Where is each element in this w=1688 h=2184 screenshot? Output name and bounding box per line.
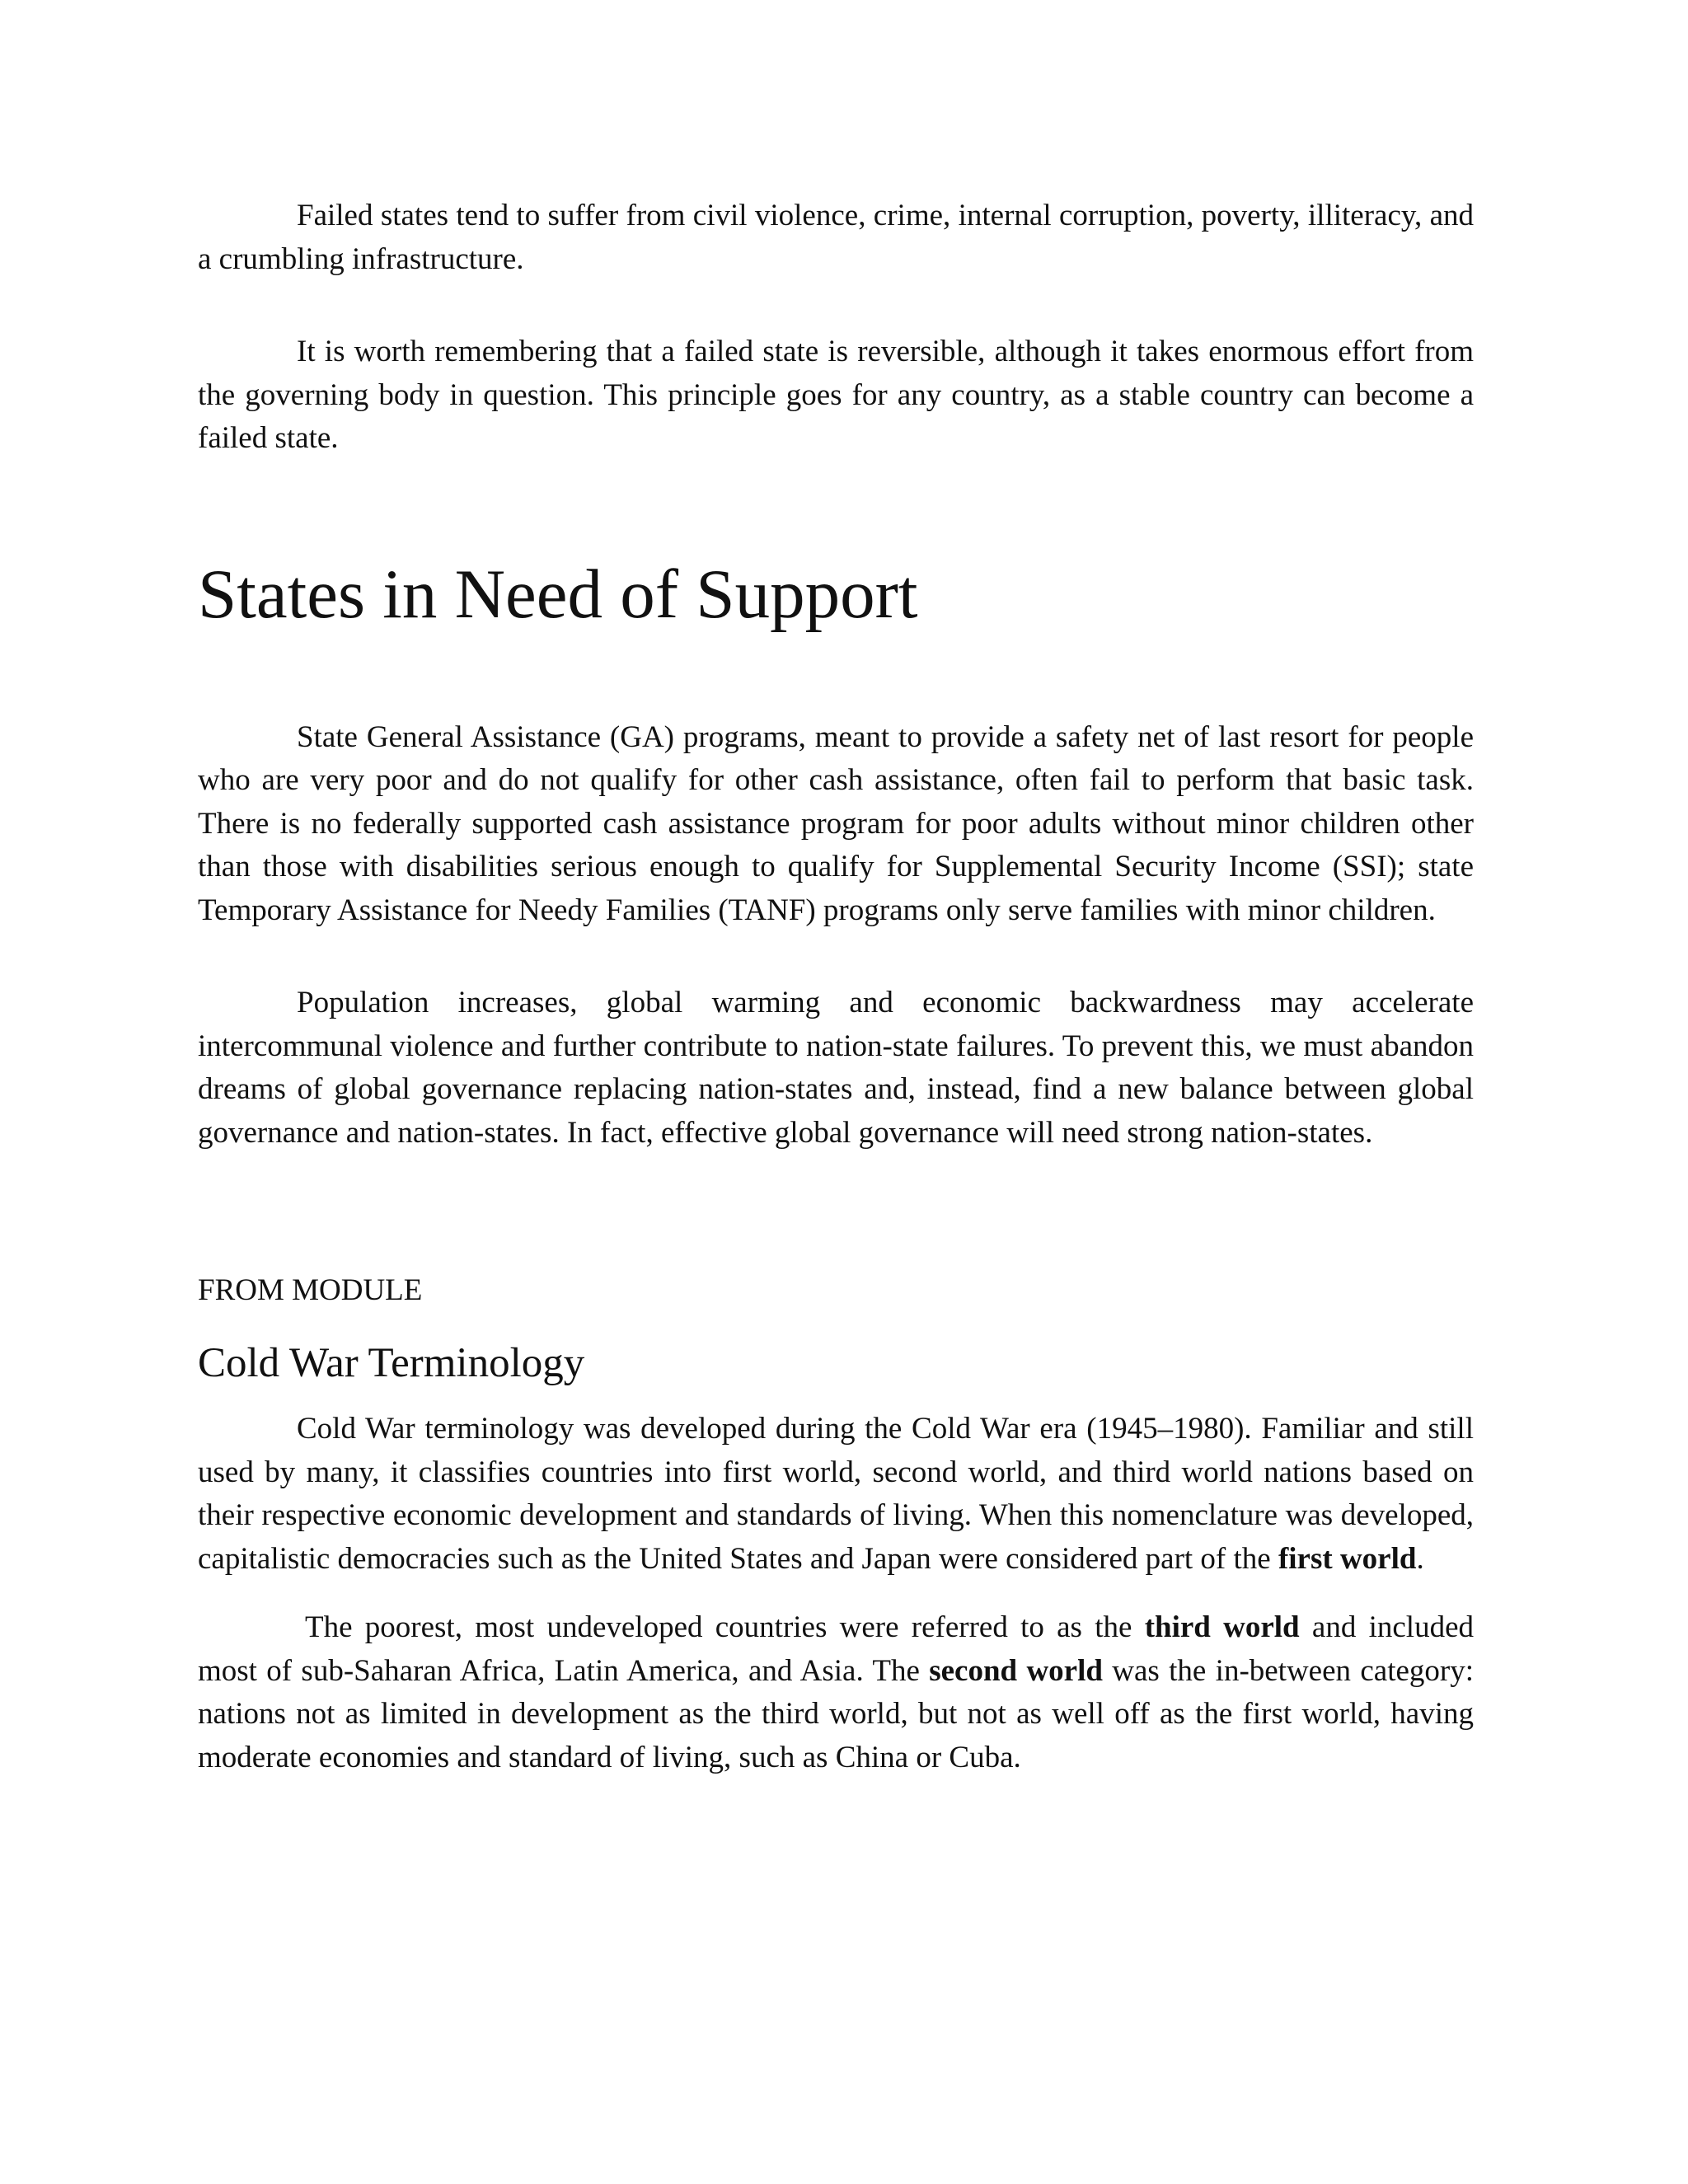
section1-paragraph-2: Population increases, global warming and economic backwardness may accelerate intercommunal violence and further contribute to nation-state failures. To prevent this, we must abandon dreams of global governance replacing nation-states and, instead, find a new balance between global governance and nation-states. In fact, effective global governance will need strong nation-states. bbox=[198, 986, 1474, 1150]
document-page bbox=[198, 194, 1474, 1779]
section2-p2-part-a: The poorest, most undeveloped countries were referred to as the bbox=[305, 1610, 1145, 1644]
intro-paragraph-2: It is worth remembering that a failed state is reversible, although it takes enormous effort from the governing body in question. This principle goes for any country, as a stable country can become a failed state. bbox=[198, 335, 1474, 455]
term-third-world: third world bbox=[1144, 1610, 1300, 1644]
intro-paragraph-1: Failed states tend to suffer from civil violence, crime, internal corruption, poverty, illiteracy, and a crumbling infrastructure. bbox=[198, 199, 1474, 276]
section2-p1-text: Cold War terminology was developed during the Cold War era (1945–1980). Familiar and still used by many, it classifies countries into first world, second world, and third world nations based on their respective economic development and standards of living. When this nomenclature was developed, capitalistic democracies such as the United States and Japan were considered part of the bbox=[198, 1412, 1474, 1576]
section2-paragraph-1 bbox=[198, 1408, 1474, 1581]
section2-p1-end: . bbox=[1416, 1541, 1424, 1576]
section2-paragraph-2 bbox=[198, 1606, 1474, 1779]
term-first-world: first world bbox=[1278, 1541, 1417, 1576]
section2-p2-part-b: and included most of sub-Saharan Africa, Latin America, and Asia. The bbox=[198, 1610, 1474, 1688]
section-heading-states-in-need: States in Need of Support bbox=[198, 555, 918, 633]
section-heading-cold-war-terminology: Cold War Terminology bbox=[198, 1340, 585, 1386]
section1-paragraph-1: State General Assistance (GA) programs, meant to provide a safety net of last resort for people who are very poor and do not qualify for other cash assistance, often fail to perform that basic task. There is no federally supported cash assistance program for poor adults without minor children other than those with disabilities serious enough to qualify for Supplemental Security Income (SSI); state Temporary Assistance for Needy Families (TANF) programs only serve families with minor children. bbox=[198, 719, 1474, 927]
from-module-label: FROM MODULE bbox=[198, 1273, 423, 1307]
section2-p2-part-c: was the in-between category: nations not as limited in development as the third world, but not as well off as the first world, having moderate economies and standard of living, such as China or Cuba. bbox=[198, 1653, 1474, 1774]
term-second-world: second world bbox=[929, 1653, 1103, 1688]
